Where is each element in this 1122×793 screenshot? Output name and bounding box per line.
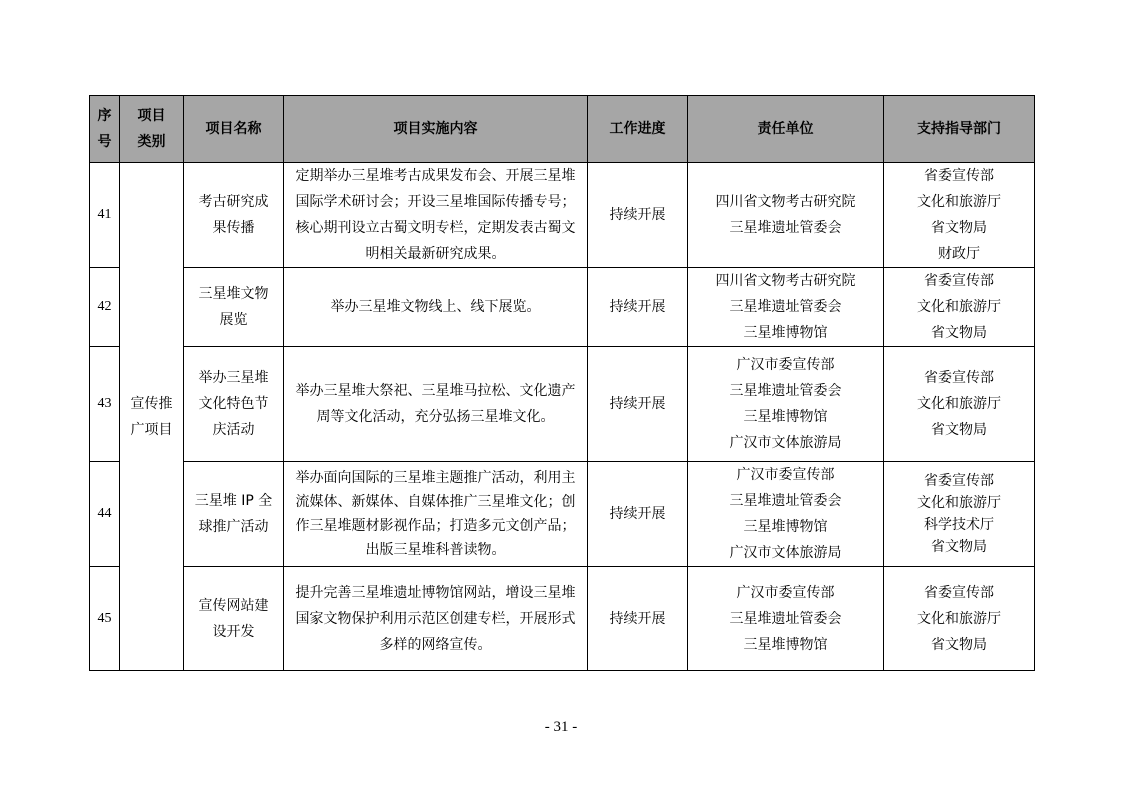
list-item: 文化和旅游厅 bbox=[917, 194, 1001, 210]
responsible-unit bbox=[688, 567, 884, 671]
list-item: 省委宣传部 bbox=[924, 273, 994, 289]
support-dept bbox=[884, 268, 1035, 347]
table-row bbox=[90, 347, 1035, 462]
list-item: 科学技术厅 bbox=[924, 517, 994, 533]
list-item: 省委宣传部 bbox=[924, 473, 994, 489]
responsible-unit bbox=[688, 268, 884, 347]
row-number: 42 bbox=[90, 268, 120, 347]
text-line: 广项目 bbox=[130, 421, 173, 438]
support-dept bbox=[884, 163, 1035, 268]
text-line: 球推广活动 bbox=[198, 519, 269, 535]
header-unit: 责任单位 bbox=[688, 96, 884, 163]
text-line: 宣传网站建 bbox=[198, 597, 269, 614]
list-item: 省文物局 bbox=[931, 220, 987, 236]
list-item: 广汉市委宣传部 bbox=[736, 584, 835, 601]
text-line: 庆活动 bbox=[212, 422, 255, 438]
table-header-row bbox=[90, 96, 1035, 163]
work-progress: 持续开展 bbox=[588, 347, 688, 462]
project-content: 举办三星堆大祭祀、三星堆马拉松、文化遗产周等文化活动，充分弘扬三星堆文化。 bbox=[284, 347, 588, 462]
page-number: - 31 - bbox=[544, 719, 578, 735]
list-item: 文化和旅游厅 bbox=[917, 610, 1001, 627]
text-line: 设开发 bbox=[212, 623, 255, 640]
text-line: 宣传推 bbox=[130, 395, 173, 412]
list-item: 三星堆博物馆 bbox=[743, 636, 828, 653]
project-name bbox=[184, 268, 284, 347]
text-line: 号 bbox=[97, 134, 112, 150]
list-item: 三星堆遗址管委会 bbox=[729, 493, 842, 509]
list-item: 广汉市文体旅游局 bbox=[729, 545, 842, 561]
text-line: 文化特色节 bbox=[198, 396, 269, 412]
project-name bbox=[184, 462, 284, 567]
list-item: 三星堆遗址管委会 bbox=[729, 299, 842, 315]
header-dept: 支持指导部门 bbox=[884, 96, 1035, 163]
table-row bbox=[90, 462, 1035, 567]
table-row bbox=[90, 567, 1035, 671]
project-content: 定期举办三星堆考古成果发布会、开展三星堆国际学术研讨会；开设三星堆国际传播专号；核心期刊设立古蜀文明专栏，定期发表古蜀文明相关最新研究成果。 bbox=[284, 163, 588, 268]
text-line: 项目 bbox=[137, 108, 166, 124]
list-item: 省文物局 bbox=[931, 636, 987, 653]
work-progress: 持续开展 bbox=[588, 462, 688, 567]
project-table bbox=[89, 95, 1035, 671]
text-line: 举办三星堆 bbox=[198, 370, 269, 386]
work-progress: 持续开展 bbox=[588, 567, 688, 671]
list-item: 三星堆遗址管委会 bbox=[729, 383, 842, 399]
responsible-unit bbox=[688, 163, 884, 268]
header-category bbox=[120, 96, 184, 163]
project-name bbox=[184, 567, 284, 671]
support-dept bbox=[884, 347, 1035, 462]
list-item: 财政厅 bbox=[938, 246, 980, 262]
list-item: 文化和旅游厅 bbox=[917, 495, 1001, 511]
row-number: 44 bbox=[90, 462, 120, 567]
list-item: 省文物局 bbox=[931, 325, 987, 341]
list-item: 省文物局 bbox=[931, 422, 987, 438]
text-line: 展览 bbox=[219, 312, 248, 328]
work-progress: 持续开展 bbox=[588, 163, 688, 268]
list-item: 四川省文物考古研究院 bbox=[715, 194, 856, 210]
project-category bbox=[120, 163, 184, 671]
list-item: 广汉市委宣传部 bbox=[736, 467, 835, 483]
list-item: 省委宣传部 bbox=[924, 584, 994, 601]
text-line: 考古研究成 bbox=[198, 194, 269, 210]
text-line: 三星堆文物 bbox=[198, 286, 269, 302]
project-name bbox=[184, 347, 284, 462]
list-item: 三星堆遗址管委会 bbox=[729, 220, 842, 236]
list-item: 三星堆遗址管委会 bbox=[729, 610, 842, 627]
responsible-unit bbox=[688, 462, 884, 567]
list-item: 三星堆博物馆 bbox=[743, 325, 828, 341]
row-number: 43 bbox=[90, 347, 120, 462]
text-line: 类别 bbox=[137, 134, 166, 150]
responsible-unit bbox=[688, 347, 884, 462]
list-item: 省委宣传部 bbox=[924, 370, 994, 386]
row-number: 45 bbox=[90, 567, 120, 671]
text-line: 三星堆 IP 全 bbox=[194, 493, 273, 509]
list-item: 四川省文物考古研究院 bbox=[715, 273, 856, 289]
table-row bbox=[90, 163, 1035, 268]
text-line: 序 bbox=[97, 108, 112, 124]
work-progress: 持续开展 bbox=[588, 268, 688, 347]
project-content: 提升完善三星堆遗址博物馆网站，增设三星堆国家文物保护利用示范区创建专栏，开展形式多样的网络宣传。 bbox=[284, 567, 588, 671]
row-number: 41 bbox=[90, 163, 120, 268]
project-content: 举办面向国际的三星堆主题推广活动，利用主流媒体、新媒体、自媒体推广三星堆文化；创作三星堆题材影视作品；打造多元文创产品；出版三星堆科普读物。 bbox=[284, 462, 588, 567]
list-item: 省委宣传部 bbox=[924, 168, 994, 184]
project-content: 举办三星堆文物线上、线下展览。 bbox=[284, 268, 588, 347]
list-item: 广汉市文体旅游局 bbox=[729, 435, 842, 451]
header-seq bbox=[90, 96, 120, 163]
list-item: 文化和旅游厅 bbox=[917, 396, 1001, 412]
table-row bbox=[90, 268, 1035, 347]
support-dept bbox=[884, 462, 1035, 567]
list-item: 省文物局 bbox=[931, 539, 987, 555]
support-dept bbox=[884, 567, 1035, 671]
header-progress: 工作进度 bbox=[588, 96, 688, 163]
list-item: 文化和旅游厅 bbox=[917, 299, 1001, 315]
list-item: 三星堆博物馆 bbox=[743, 409, 828, 425]
list-item: 广汉市委宣传部 bbox=[736, 357, 835, 373]
project-name bbox=[184, 163, 284, 268]
header-name: 项目名称 bbox=[184, 96, 284, 163]
list-item: 三星堆博物馆 bbox=[743, 519, 828, 535]
header-content: 项目实施内容 bbox=[284, 96, 588, 163]
text-line: 果传播 bbox=[212, 220, 255, 236]
